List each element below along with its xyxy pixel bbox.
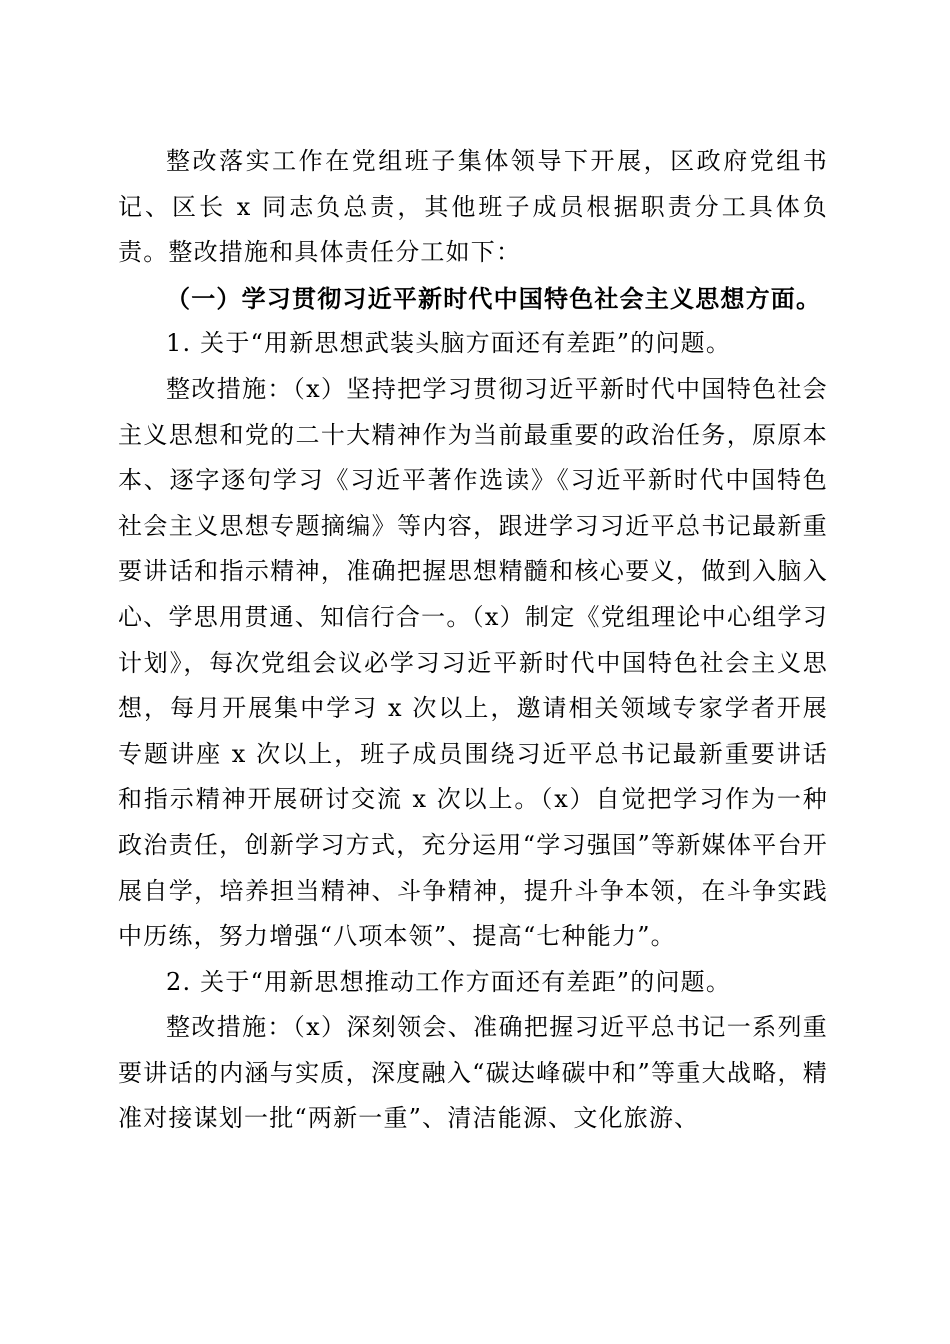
section-heading: （一）学习贯彻习近平新时代中国特色社会主义思想方面。 (166, 283, 822, 313)
document-body (118, 139, 828, 1142)
issue-title-1: 1. 关于“用新思想武装头脑方面还有差距”的问题。 (166, 329, 732, 358)
measures-paragraph-2: 整改措施：（x）深刻领会、准确把握习近平总书记一系列重要讲话的内涵与实质，深度融入“碳达峰碳中和”等重大战略，精准对接谋划一批“两新一重”、清洁能源、文化旅游、 (118, 1013, 828, 1133)
measures-paragraph-1: 整改措施：（x）坚持把学习贯彻习近平新时代中国特色社会主义思想和党的二十大精神作为当前最重要的政治任务，原原本本、逐字逐句学习《习近平著作选读》《习近平新时代中国特色社会主义思想专题摘编》等内容，跟进学习习近平总书记最新重要讲话和指示精神，准确把握思想精髓和核心要义，做到入脑入心、学思用贯通、知信行合一。（x）制定《党组理论中心组学习计划》，每次党组会议必学习习近平新时代中国特色社会主义思想，每月开展集中学习 x 次以上，邀请相关领域专家学者开展专题讲座 x 次以上，班子成员围绕习近平总书记最新重要讲话和指示精神开展研讨交流 x 次以上。（x）自觉把学习作为一种政治责任，创新学习方式，充分运用“学习强国”等新媒体平台开展自学，培养担当精神、斗争精神，提升斗争本领，在斗争实践中历练，努力增强“八项本领”、提高“七种能力”。 (118, 374, 828, 951)
intro-paragraph: 整改落实工作在党组班子集体领导下开展，区政府党组书记、区长 x 同志负总责，其他班子成员根据职责分工具体负责。整改措施和具体责任分工如下： (118, 147, 828, 267)
issue-title-2: 2. 关于“用新思想推动工作方面还有差距”的问题。 (166, 967, 732, 996)
